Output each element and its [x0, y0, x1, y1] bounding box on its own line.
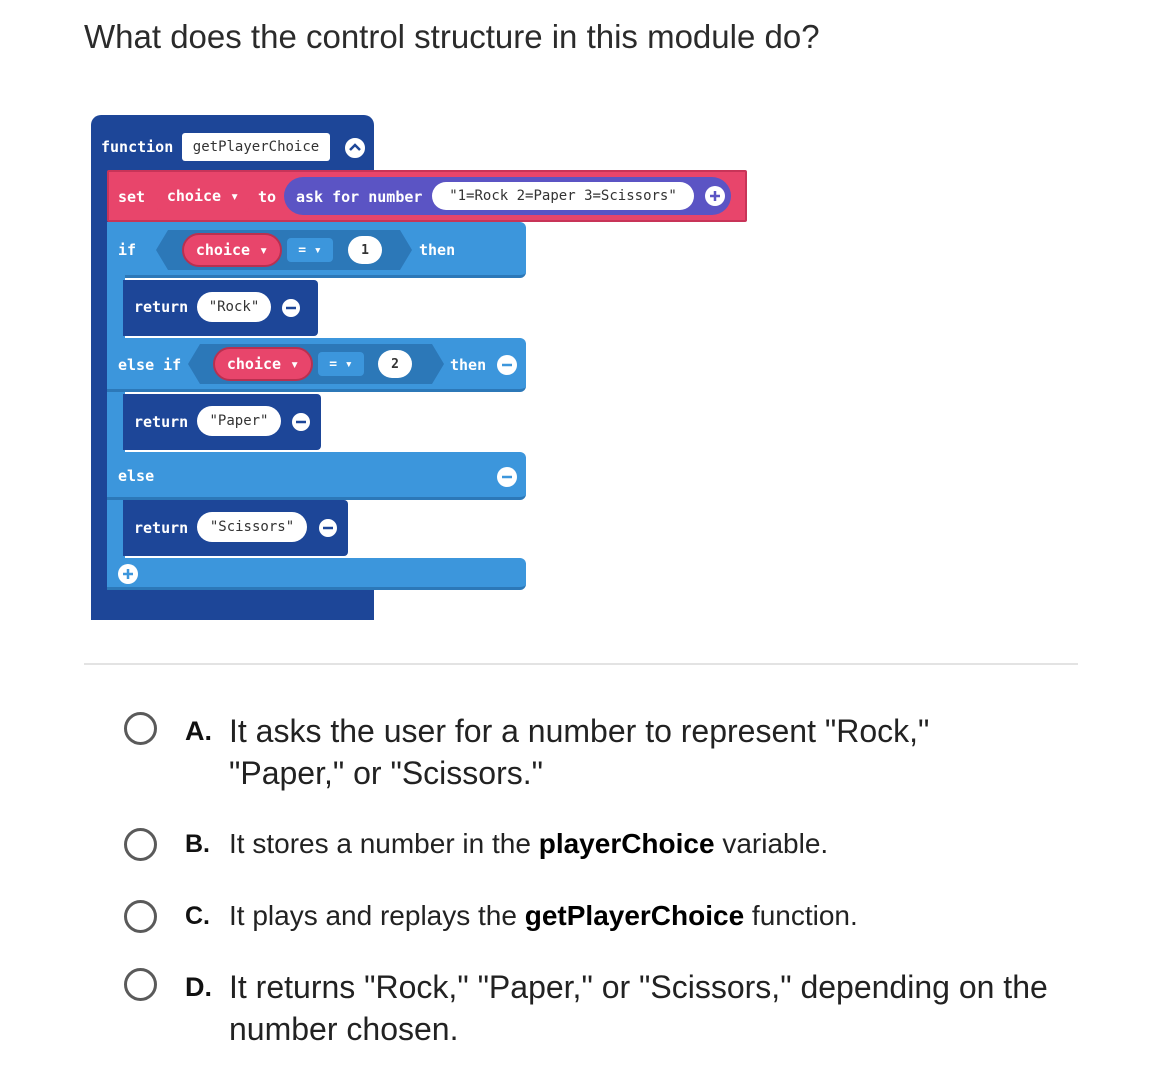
function-name-field[interactable]: getPlayerChoice	[182, 133, 330, 161]
option-a-line1: It asks the user for a number to represent "Rock,"	[229, 713, 930, 749]
to-keyword: to	[258, 188, 277, 206]
set-variable-name: choice	[166, 187, 222, 205]
option-a-line2: "Paper," or "Scissors."	[229, 755, 543, 791]
else-if-variable-dropdown[interactable]: choice ▾	[213, 347, 313, 381]
remove-icon[interactable]	[279, 296, 303, 320]
option-d-line1: It returns "Rock," "Paper," or "Scissors," depending on the	[229, 969, 1048, 1005]
function-keyword: function	[101, 138, 174, 156]
else-if-variable-name: choice	[226, 355, 282, 373]
if-then-keyword: then	[419, 241, 456, 259]
collapse-icon[interactable]	[342, 135, 368, 161]
option-c-radio[interactable]	[124, 900, 157, 933]
return-rock-value[interactable]: "Rock"	[197, 292, 271, 322]
return-keyword: return	[134, 413, 189, 431]
return-paper-value[interactable]: "Paper"	[197, 406, 281, 436]
set-keyword: set	[118, 188, 146, 206]
option-a[interactable]	[124, 710, 929, 794]
function-footer	[91, 588, 374, 620]
add-icon[interactable]	[703, 184, 727, 208]
option-b-variable-name: playerChoice	[538, 828, 715, 859]
remove-icon[interactable]	[495, 465, 519, 489]
ask-label: ask for number	[296, 188, 423, 206]
return-keyword: return	[134, 298, 189, 316]
option-a-radio[interactable]	[124, 712, 157, 745]
else-if-operator: =	[329, 356, 338, 372]
option-b-text	[229, 826, 828, 862]
option-b-post: variable.	[714, 828, 829, 859]
if-variable-name: choice	[195, 241, 251, 259]
question-title: What does the control structure in this module do?	[84, 18, 820, 55]
if-number-field[interactable]: 1	[348, 236, 382, 264]
option-c-pre: It plays and replays the	[229, 900, 525, 931]
option-b-letter: B.	[185, 830, 210, 858]
if-variable-dropdown[interactable]: choice ▾	[182, 233, 282, 267]
option-d[interactable]	[124, 966, 1048, 1050]
if-footer	[107, 558, 526, 590]
else-block[interactable]	[107, 452, 526, 500]
option-c-function-name: getPlayerChoice	[524, 900, 745, 931]
else-if-operator-dropdown[interactable]: = ▾	[318, 352, 364, 376]
ask-prompt-field[interactable]: "1=Rock 2=Paper 3=Scissors"	[432, 182, 694, 210]
option-a-letter: A.	[185, 716, 212, 746]
option-b-radio[interactable]	[124, 828, 157, 861]
if-operator-dropdown[interactable]: = ▾	[287, 238, 333, 262]
if-keyword: if	[118, 241, 137, 259]
option-c-letter: C.	[185, 902, 210, 930]
option-d-line2: number chosen.	[229, 1011, 459, 1047]
else-if-keyword: else if	[118, 356, 182, 374]
option-c-text	[229, 898, 858, 934]
else-keyword: else	[118, 467, 155, 485]
option-a-text	[229, 710, 929, 794]
return-scissors-value[interactable]: "Scissors"	[197, 512, 307, 542]
option-c[interactable]	[124, 898, 858, 934]
set-variable-dropdown[interactable]: choice ▾	[157, 180, 249, 212]
divider	[84, 663, 1078, 665]
add-icon[interactable]	[116, 562, 140, 586]
return-keyword: return	[134, 519, 189, 537]
remove-icon[interactable]	[289, 410, 313, 434]
option-d-letter: D.	[185, 972, 212, 1002]
option-d-text	[229, 966, 1048, 1050]
if-operator: =	[298, 242, 307, 258]
option-b-pre: It stores a number in the	[229, 828, 539, 859]
option-d-radio[interactable]	[124, 968, 157, 1001]
option-b[interactable]	[124, 826, 828, 862]
else-if-then-keyword: then	[450, 356, 487, 374]
remove-icon[interactable]	[495, 353, 519, 377]
remove-icon[interactable]	[316, 516, 340, 540]
option-c-post: function.	[744, 900, 858, 931]
else-if-number-field[interactable]: 2	[378, 350, 412, 378]
